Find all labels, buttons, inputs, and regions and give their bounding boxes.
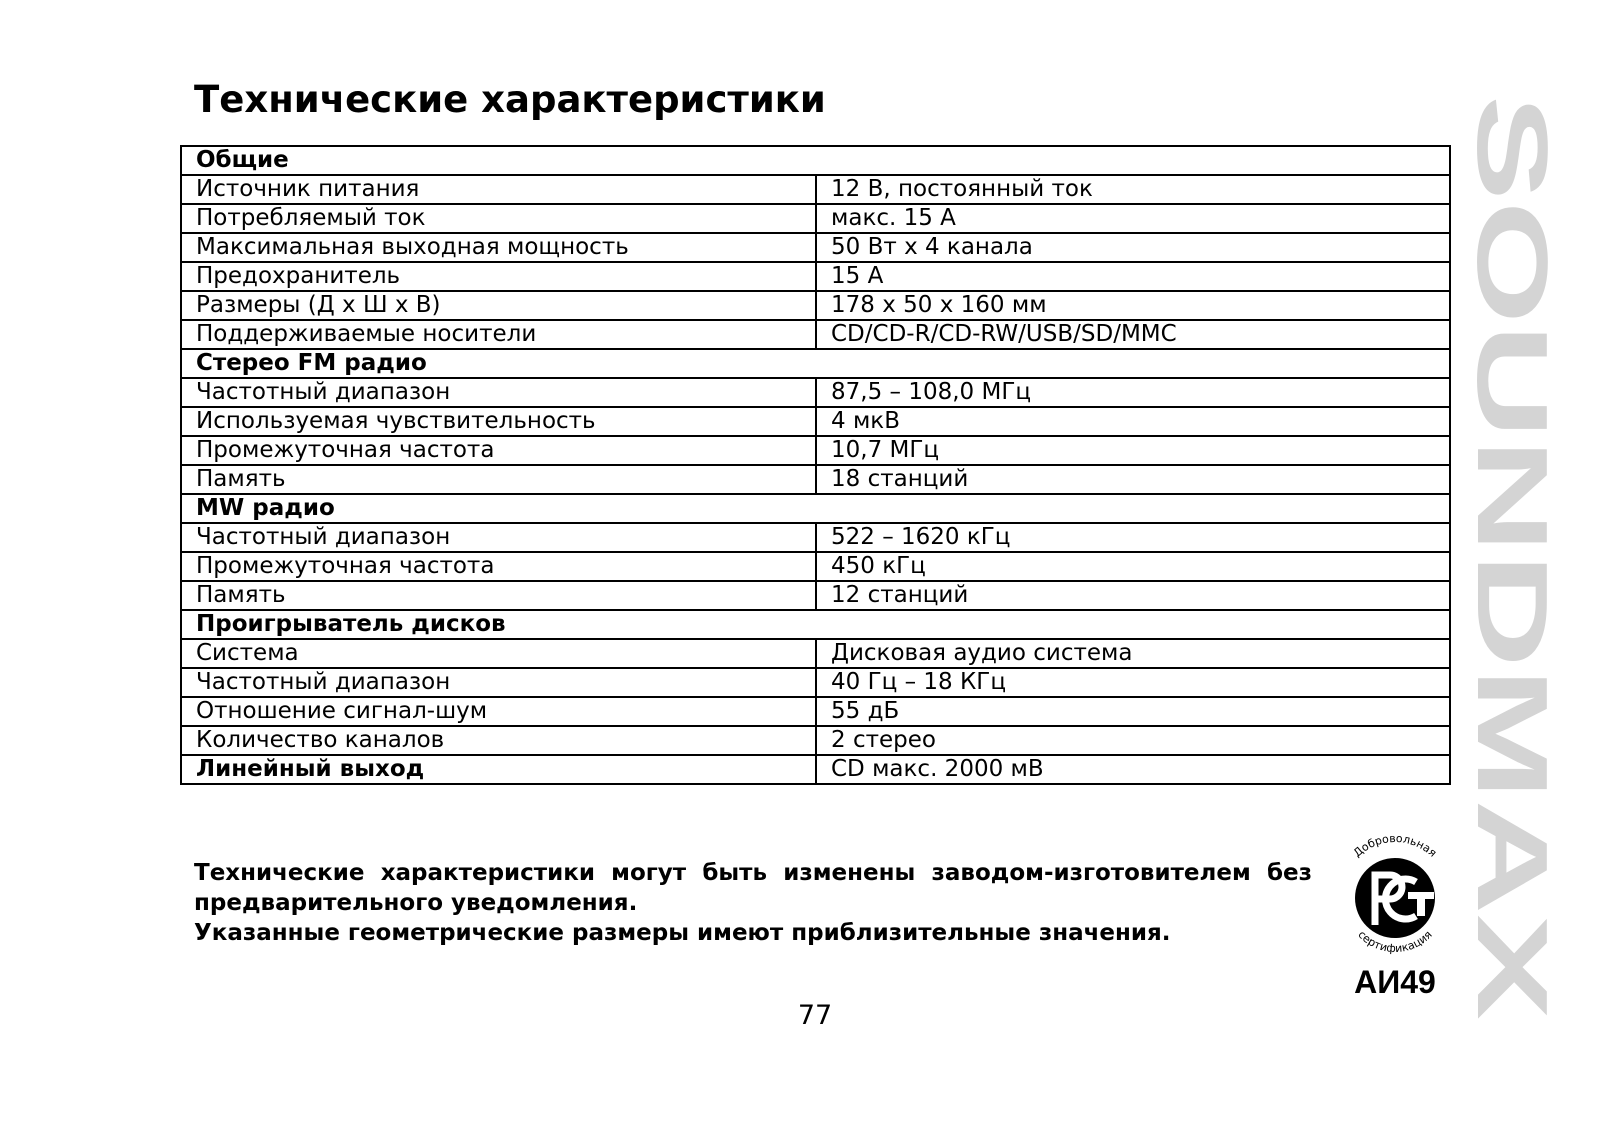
table-row xyxy=(181,465,1450,494)
spec-value: 40 Гц – 18 КГц xyxy=(816,668,1450,697)
disclaimer-note xyxy=(194,858,1312,948)
table-row xyxy=(181,407,1450,436)
table-row xyxy=(181,668,1450,697)
spec-label: Частотный диапазон xyxy=(181,523,816,552)
spec-value: 2 стерео xyxy=(816,726,1450,755)
spec-value: Дисковая аудио система xyxy=(816,639,1450,668)
section-header-row xyxy=(181,146,1450,175)
spec-label: Частотный диапазон xyxy=(181,378,816,407)
page-title: Технические характеристики xyxy=(194,78,826,121)
note-line: Указанные геометрические размеры имеют приблизительные значения. xyxy=(194,920,1171,946)
spec-label: Количество каналов xyxy=(181,726,816,755)
note-line: Технические характеристики могут быть изменены заводом-изготовителем без предварительного уведомления. xyxy=(194,860,1312,916)
spec-value: 12 станций xyxy=(816,581,1450,610)
certification-code: АИ49 xyxy=(1354,964,1436,1000)
spec-label: Промежуточная частота xyxy=(181,552,816,581)
spec-label: Предохранитель xyxy=(181,262,816,291)
spec-label: Система xyxy=(181,639,816,668)
seal-bottom-text: сертификация xyxy=(1355,928,1435,956)
page-number: 77 xyxy=(797,1000,833,1031)
spec-label: Память xyxy=(181,465,816,494)
spec-value: 55 дБ xyxy=(816,697,1450,726)
section-heading: MW радио xyxy=(181,494,1450,523)
spec-label: Потребляемый ток xyxy=(181,204,816,233)
line-out-value: CD макс. 2000 мВ xyxy=(816,755,1450,784)
spec-value: 10,7 МГц xyxy=(816,436,1450,465)
section-heading: Общие xyxy=(181,146,1450,175)
section-header-row xyxy=(181,494,1450,523)
table-row xyxy=(181,436,1450,465)
spec-value: 178 х 50 х 160 мм xyxy=(816,291,1450,320)
table-row xyxy=(181,639,1450,668)
spec-value: CD/CD-R/CD-RW/USB/SD/MMC xyxy=(816,320,1450,349)
table-row xyxy=(181,378,1450,407)
spec-value: 450 кГц xyxy=(816,552,1450,581)
table-row xyxy=(181,204,1450,233)
spec-label: Поддерживаемые носители xyxy=(181,320,816,349)
section-heading: Стерео FM радио xyxy=(181,349,1450,378)
table-row xyxy=(181,697,1450,726)
spec-label: Частотный диапазон xyxy=(181,668,816,697)
table-row xyxy=(181,523,1450,552)
specifications-table xyxy=(180,145,1451,785)
spec-value: 12 В, постоянный ток xyxy=(816,175,1450,204)
table-row xyxy=(181,262,1450,291)
table-row xyxy=(181,581,1450,610)
table-row xyxy=(181,755,1450,784)
spec-value: 50 Вт х 4 канала xyxy=(816,233,1450,262)
section-heading: Проигрыватель дисков xyxy=(181,610,1450,639)
certification-seal xyxy=(1330,830,1460,960)
spec-value: 522 – 1620 кГц xyxy=(816,523,1450,552)
spec-label: Источник питания xyxy=(181,175,816,204)
spec-value: 87,5 – 108,0 МГц xyxy=(816,378,1450,407)
spec-value: 18 станций xyxy=(816,465,1450,494)
brand-watermark-logo xyxy=(1456,95,1568,1020)
brand-watermark-text: SOUNDMAX xyxy=(1456,95,1568,679)
table-row xyxy=(181,175,1450,204)
seal-top-text: Добровольная xyxy=(1350,831,1440,860)
spec-label: Отношение сигнал-шум xyxy=(181,697,816,726)
spec-value: 4 мкВ xyxy=(816,407,1450,436)
section-header-row xyxy=(181,610,1450,639)
table-row xyxy=(181,233,1450,262)
table-row xyxy=(181,552,1450,581)
spec-label: Размеры (Д х Ш х В) xyxy=(181,291,816,320)
svg-text:Добровольная xyxy=(1351,832,1439,860)
table-row xyxy=(181,291,1450,320)
spec-value: макс. 15 А xyxy=(816,204,1450,233)
spec-label: Максимальная выходная мощность xyxy=(181,233,816,262)
spec-label: Используемая чувствительность xyxy=(181,407,816,436)
table-row xyxy=(181,320,1450,349)
spec-label: Промежуточная частота xyxy=(181,436,816,465)
table-row xyxy=(181,726,1450,755)
section-header-row xyxy=(181,349,1450,378)
spec-label: Память xyxy=(181,581,816,610)
spec-value: 15 А xyxy=(816,262,1450,291)
line-out-label: Линейный выход xyxy=(181,755,816,784)
